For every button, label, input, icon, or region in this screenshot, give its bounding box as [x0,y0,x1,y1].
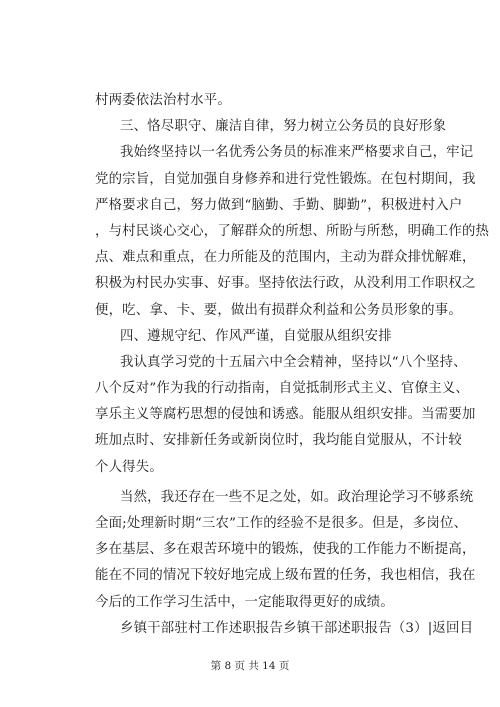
text-line: 严格要求自己，努力做到“脑勤、手勤、脚勤”，积极进村入户 [95,197,463,213]
text-line: ，与村民谈心交心，了解群众的所想、所盼与所愁，明确工作的热 [95,223,490,239]
text-line: 党的宗旨，自觉加强自身修养和进行党性锻炼。在包村期间，我 [95,171,476,187]
text-line: 今后的工作学习生活中，一定能取得更好的成绩。 [95,594,394,610]
text-line: 我始终坚持以一名优秀公务员的标准来严格要求自己，牢记 [120,145,474,161]
text-line: 能在不同的情况下较好地完成上级布置的任务，我也相信，我在 [95,568,476,584]
text-line: 多在基层、多在艰苦环境中的锻炼，使我的工作能力不断提高， [95,542,476,558]
page-footer: 第 8 页 共 14 页 [210,660,290,672]
text-line: 积极为村民办实事、好事。坚持依法行政，从没利用工作职权之 [95,276,476,292]
section-heading-4: 四、遵规守纪、作风严谨，自觉服从组织安排 [120,328,392,344]
text-line: 享乐主义等腐朽思想的侵蚀和诱惑。能服从组织安排。当需要加 [95,407,476,423]
text-line: 便，吃、拿、卡、要，做出有损群众利益和公务员形象的事。 [95,302,462,318]
text-line: 当然，我还存在一些不足之处，如。政治理论学习不够系统 [120,489,474,505]
related-link[interactable]: 乡镇干部驻村工作述职报告乡镇干部述职报告（3）|返回目 [120,620,474,636]
text-line: 八个反对”作为我的行动指南，自觉抵制形式主义、官僚主义、 [95,381,469,397]
text-line: 村两委依法治村水平。 [95,93,231,108]
text-line: 个人得失。 [95,459,163,475]
text-line: 点、难点和重点，在力所能及的范围内，主动为群众排忧解难， [95,250,476,266]
text-line: 我认真学习党的十五届六中全会精神，坚持以“八个坚持、 [120,354,467,370]
text-line: 班加点时、安排新任务或新岗位时，我均能自觉服从，不计较 [95,433,462,449]
text-line: 全面;处理新时期“三农”工作的经验不是很多。但是，多岗位、 [95,516,468,531]
document-body [95,88,490,642]
section-heading-3: 三、恪尽职守、廉洁自律，努力树立公务员的良好形象 [120,119,447,135]
